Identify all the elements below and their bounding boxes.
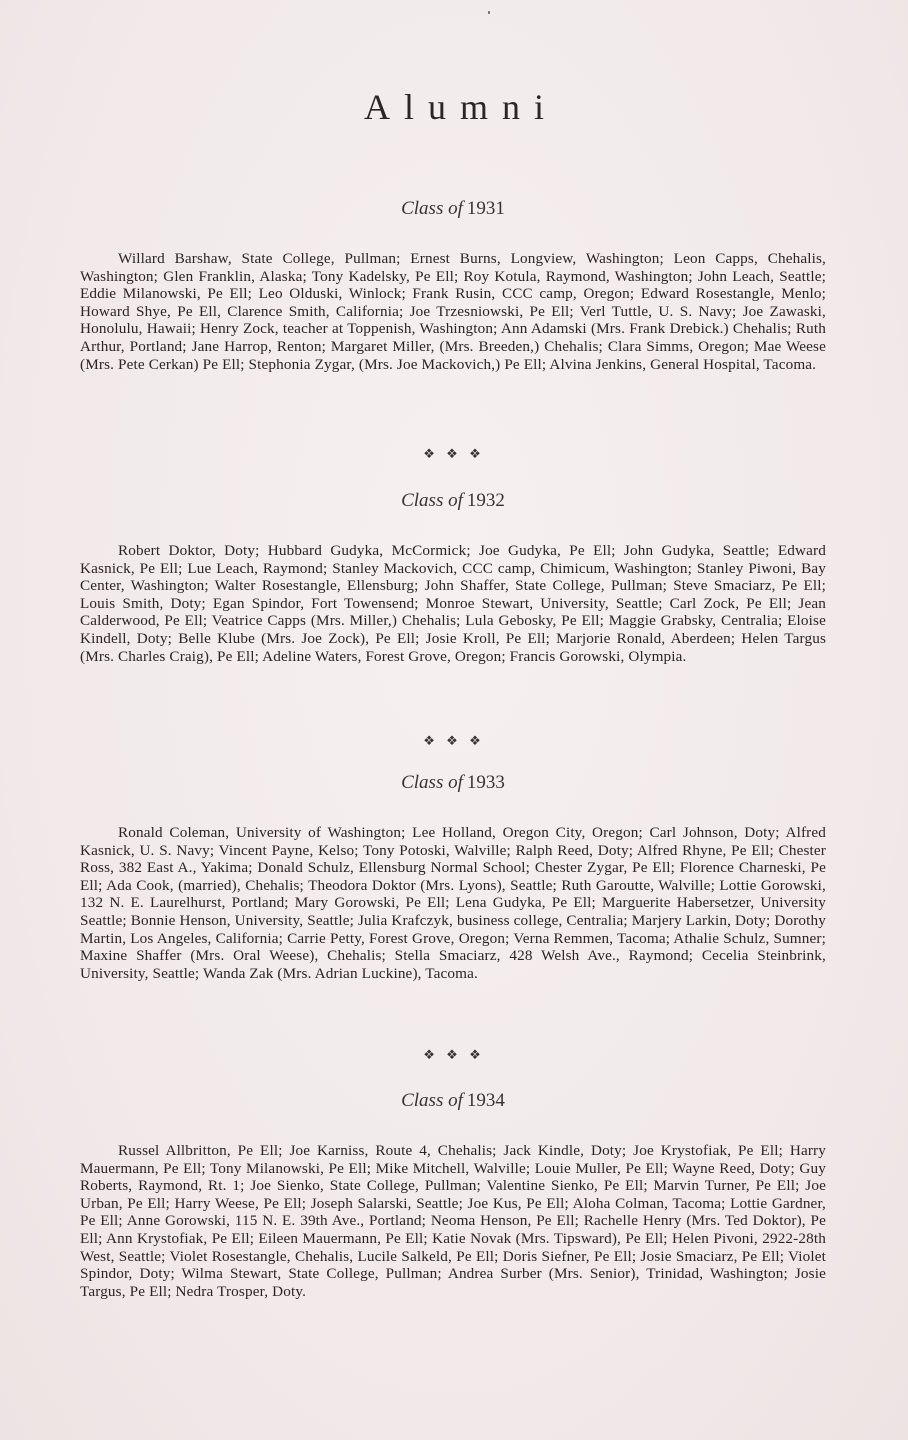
class-heading-1933 [80,772,826,794]
class-section-1933 [80,772,826,982]
class-label: Class of [401,490,463,511]
class-label: Class of [401,1090,463,1111]
class-label: Class of [401,772,463,793]
class-heading-1934 [80,1090,826,1112]
class-year: 1933 [466,772,505,793]
class-section-1932 [80,490,826,665]
class-label: Class of [401,198,463,219]
class-heading-1931 [80,198,826,220]
section-divider-3: ❖ ❖ ❖ [423,1047,485,1062]
class-roster-1933: Ronald Coleman, University of Washington; Lee Holland, Oregon City, Oregon; Carl Johnson, Doty; Alfred Kasnick, U. S. Navy; Vincent Payne, Kelso; Tony Potoski, Walville; Ralph Reed, Doty; Alfred Rhyne, Pe Ell; Chester Ross, 382 East A., Yakima; Donald Schulz, Ellensburg Normal School; Chester Zygar, Pe Ell; Florence Charneski, Pe Ell; Ada Cook, (married), Chehalis; Theodora Doktor (Mrs. Lyons), Seattle; Ruth Garoutte, Walville; Lottie Gorowski, 132 N. E. Laurelhurst, Portland; Mary Gorowski, Pe Ell; Lena Gudyka, Pe Ell; Marguerite Habersetzer, University Seattle; Bonnie Henson, University, Seattle; Julia Krafczyk, business college, Centralia; Marjery Larkin, Doty; Dorothy Martin, Los Angeles, California; Carrie Petty, Forest Grove, Oregon; Verna Remmen, Tacoma; Athalie Schulz, Sumner; Maxine Shaffer (Mrs. Oral Weese), Chehalis; Stella Smaciarz, 428 Welsh Ave., Raymond; Cecelia Steinbrink, University, Seattle; Wanda Zak (Mrs. Adrian Luckine), Tacoma. [80,824,826,982]
class-section-1931 [80,198,826,373]
class-year: 1934 [466,1090,505,1111]
section-divider-1: ❖ ❖ ❖ [423,446,485,461]
page-title: Alumni [363,87,558,127]
class-roster-1932: Robert Doktor, Doty; Hubbard Gudyka, McCormick; Joe Gudyka, Pe Ell; John Gudyka, Seattle; Edward Kasnick, Pe Ell; Lue Leach, Raymond; Stanley Mackovich, CCC camp, Chimicum, Washington; Stanley Piwoni, Bay Center, Washington; Walter Rosestangle, Ellensburg; John Shaffer, State College, Pullman; Steve Smaciarz, Pe Ell; Louis Smith, Doty; Egan Spindor, Fort Towensend; Monroe Stewart, University, Seattle; Carl Zock, Pe Ell; Jean Calderwood, Pe Ell; Veatrice Capps (Mrs. Miller,) Chehalis; Lula Gebosky, Pe Ell; Maggie Grabsky, Centralia; Eloise Kindell, Doty; Belle Klube (Mrs. Joe Zock), Pe Ell; Josie Kroll, Pe Ell; Marjorie Ronald, Aberdeen; Helen Targus (Mrs. Charles Craig), Pe Ell; Adeline Waters, Forest Grove, Oregon; Francis Gorowski, Olympia. [80,542,826,665]
class-roster-1934: Russel Allbritton, Pe Ell; Joe Karniss, Route 4, Chehalis; Jack Kindle, Doty; Joe Krystofiak, Pe Ell; Harry Mauermann, Pe Ell; Tony Milanowski, Pe Ell; Mike Mitchell, Walville; Louie Muller, Pe Ell; Wayne Reed, Doty; Guy Roberts, Raymond, Rt. 1; Joe Sienko, State College, Pullman; Valentine Sienko, Pe Ell; Marvin Turner, Pe Ell; Joe Urban, Pe Ell; Harry Weese, Pe Ell; Joseph Salarski, Seattle; Joe Kus, Pe Ell; Aloha Colman, Tacoma; Lottie Gardner, Pe Ell; Anne Gorowski, 115 N. E. 39th Ave., Portland; Neoma Henson, Pe Ell; Rachelle Henry (Mrs. Ted Doktor), Pe Ell; Ann Krystofiak, Pe Ell; Eileen Mauermann, Pe Ell; Katie Novak (Mrs. Tipsward), Pe Ell; Helen Pivoni, 2922-28th West, Seattle; Violet Rosestangle, Chehalis, Lucile Salkeld, Pe Ell; Doris Siefner, Pe Ell; Josie Smaciarz, Pe Ell; Violet Spindor, Doty; Wilma Stewart, State College, Pullman; Andrea Surber (Mrs. Senior), Trinidad, Washington; Josie Targus, Pe Ell; Nedra Trosper, Doty. [80,1142,826,1300]
class-year: 1931 [466,198,505,219]
class-roster-1931: Willard Barshaw, State College, Pullman; Ernest Burns, Longview, Washington; Leon Capps, Chehalis, Washington; Glen Franklin, Alaska; Tony Kadelsky, Pe Ell; Roy Kotula, Raymond, Washington; John Leach, Seattle; Eddie Milanowski, Pe Ell; Leo Olduski, Winlock; Frank Rusin, CCC camp, Oregon; Edward Rosestangle, Menlo; Howard Shye, Pe Ell, Clarence Smith, California; Joe Trzesniowski, Pe Ell; Verl Tuttle, U. S. Navy; Joe Zawaski, Honolulu, Hawaii; Henry Zock, teacher at Toppenish, Washington; Ann Adamski (Mrs. Frank Drebick.) Chehalis; Ruth Arthur, Portland; Jane Harrop, Renton; Margaret Miller, (Mrs. Breeden,) Chehalis; Clara Simms, Oregon; Mae Weese (Mrs. Pete Cerkan) Pe Ell; Stephonia Zygar, (Mrs. Joe Mackovich,) Pe Ell; Alvina Jenkins, General Hospital, Tacoma. [80,250,826,373]
class-section-1934 [80,1090,826,1300]
section-divider-2: ❖ ❖ ❖ [423,733,485,748]
class-heading-1932 [80,490,826,512]
class-year: 1932 [466,490,505,511]
paper-speck [488,11,490,14]
